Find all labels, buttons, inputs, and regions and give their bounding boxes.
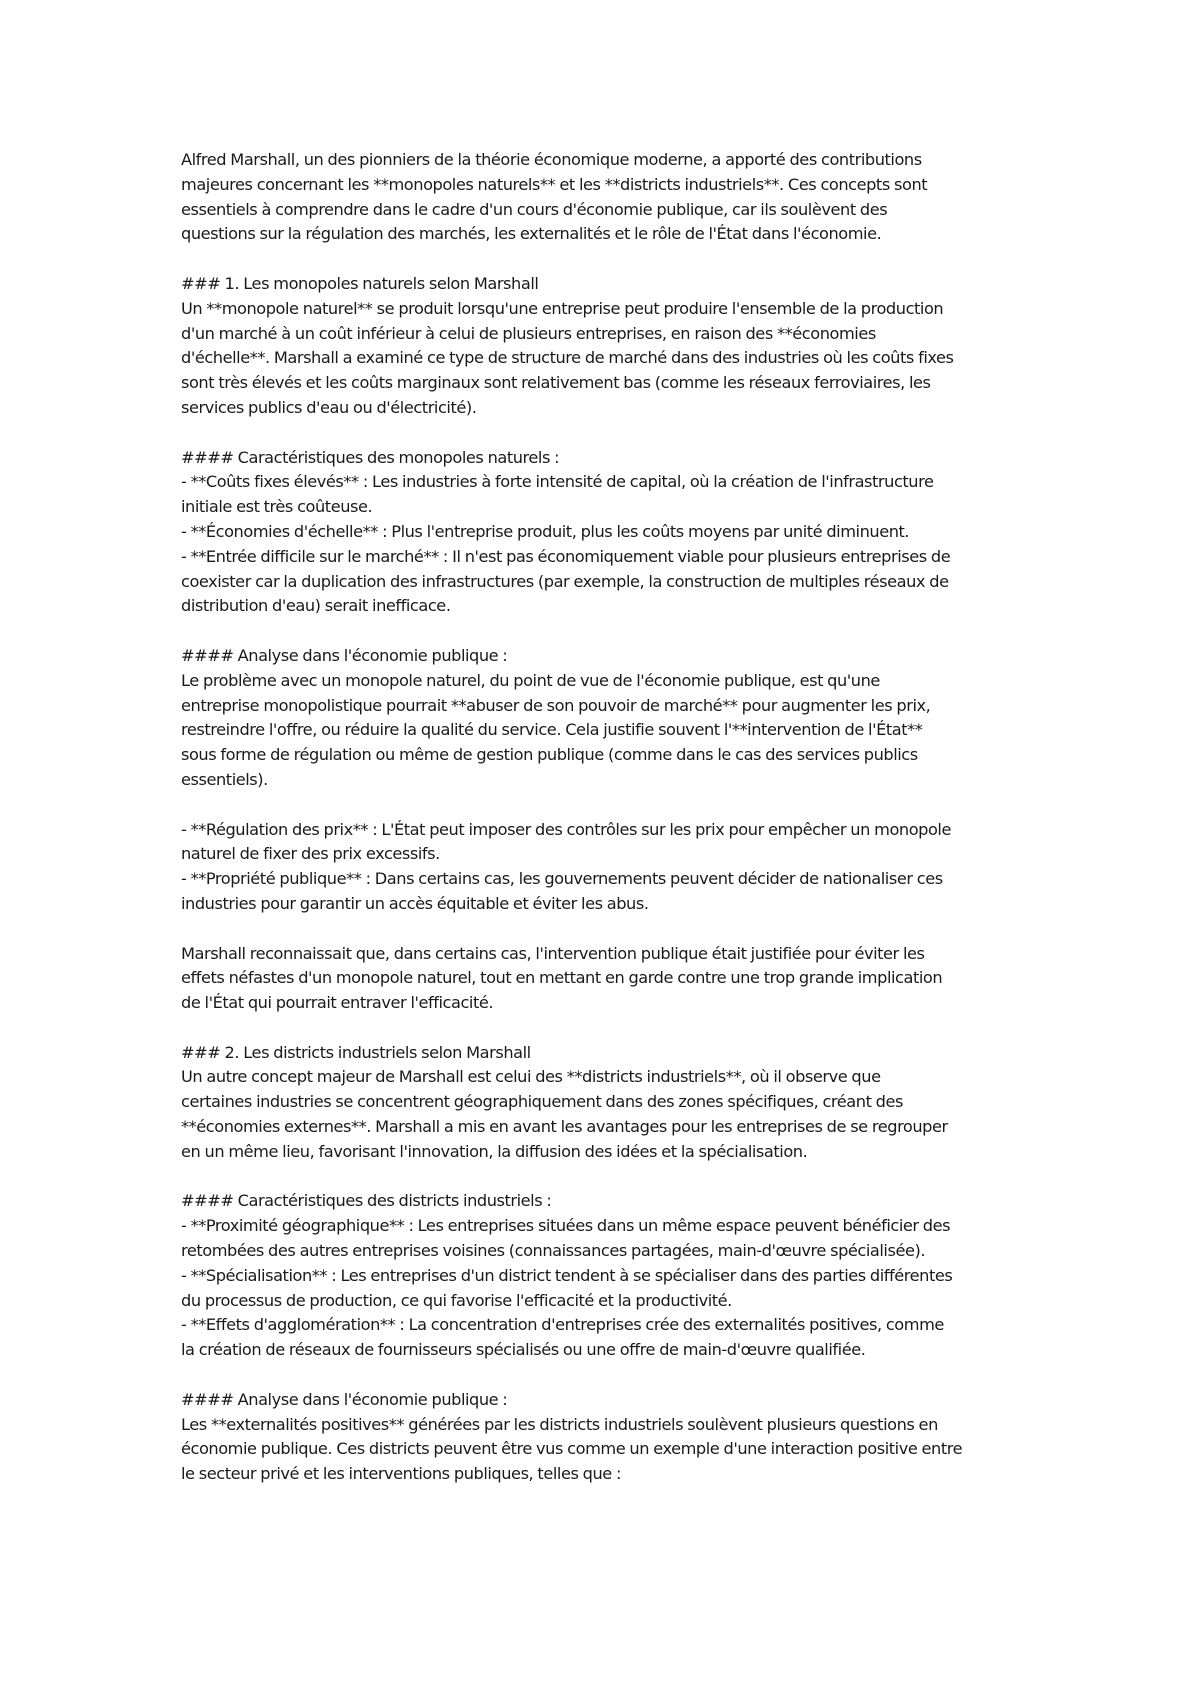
list-item: - **Propriété publique** : Dans certains cas, les gouvernements peuvent décider de nationaliser ces bbox=[181, 869, 943, 889]
text-line: le secteur privé et les interventions publiques, telles que : bbox=[181, 1464, 621, 1484]
public-measures-list bbox=[181, 818, 1041, 917]
text-line: industries pour garantir un accès équitable et éviter les abus. bbox=[181, 893, 649, 913]
characteristics-industrial-districts bbox=[181, 1189, 1041, 1363]
text-line: économie publique. Ces districts peuvent être vus comme un exemple d'une interaction positive entre bbox=[181, 1439, 963, 1459]
section-2-industrial-districts bbox=[181, 1041, 1041, 1165]
text-line: essentiels à comprendre dans le cadre d'un cours d'économie publique, car ils soulèvent des bbox=[181, 199, 888, 219]
text-line: **économies externes**. Marshall a mis en avant les avantages pour les entreprises de se regrouper bbox=[181, 1117, 948, 1137]
text-line: Les **externalités positives** générées par les districts industriels soulèvent plusieurs questions en bbox=[181, 1414, 938, 1434]
analysis-natural-monopolies bbox=[181, 644, 1041, 793]
text-line: questions sur la régulation des marchés, les externalités et le rôle de l'État dans l'économie. bbox=[181, 224, 882, 244]
list-item: - **Spécialisation** : Les entreprises d'un district tendent à se spécialiser dans des parties différentes bbox=[181, 1265, 953, 1285]
conclusion-paragraph bbox=[181, 942, 1041, 1016]
text-line: Alfred Marshall, un des pionniers de la théorie économique moderne, a apporté des contributions bbox=[181, 150, 922, 169]
text-line: majeures concernant les **monopoles naturels** et les **districts industriels**. Ces concepts sont bbox=[181, 174, 928, 194]
subsection-heading: #### Caractéristiques des districts industriels : bbox=[181, 1191, 552, 1211]
section-heading: ### 1. Les monopoles naturels selon Marshall bbox=[181, 273, 539, 293]
text-line: naturel de fixer des prix excessifs. bbox=[181, 844, 440, 864]
text-line: certaines industries se concentrent géographiquement dans des zones spécifiques, créant des bbox=[181, 1092, 903, 1112]
text-line: effets néfastes d'un monopole naturel, tout en mettant en garde contre une trop grande implication bbox=[181, 968, 943, 988]
subsection-heading: #### Caractéristiques des monopoles naturels : bbox=[181, 447, 560, 467]
text-line: initiale est très coûteuse. bbox=[181, 497, 373, 517]
text-line: sont très élevés et les coûts marginaux sont relativement bas (comme les réseaux ferroviaires, les bbox=[181, 373, 931, 393]
text-line: sous forme de régulation ou même de gestion publique (comme dans le cas des services publics bbox=[181, 745, 918, 765]
intro-paragraph bbox=[181, 148, 1041, 247]
list-item: - **Entrée difficile sur le marché** : Il n'est pas économiquement viable pour plusieurs entreprises de bbox=[181, 546, 951, 566]
text-line: de l'État qui pourrait entraver l'efficacité. bbox=[181, 993, 494, 1013]
text-line: Marshall reconnaissait que, dans certains cas, l'intervention publique était justifiée pour éviter les bbox=[181, 943, 925, 963]
text-line: en un même lieu, favorisant l'innovation, la diffusion des idées et la spécialisation. bbox=[181, 1141, 808, 1161]
document-body bbox=[181, 148, 1041, 1512]
text-line: du processus de production, ce qui favorise l'efficacité et la productivité. bbox=[181, 1290, 732, 1310]
text-line: services publics d'eau ou d'électricité). bbox=[181, 397, 477, 417]
text-line: coexister car la duplication des infrastructures (par exemple, la construction de multiples réseaux de bbox=[181, 571, 949, 591]
text-line: restreindre l'offre, ou réduire la qualité du service. Cela justifie souvent l'**intervention de l'État** bbox=[181, 720, 923, 740]
analysis-industrial-districts bbox=[181, 1388, 1041, 1487]
text-line: d'échelle**. Marshall a examiné ce type de structure de marché dans des industries où les coûts fixes bbox=[181, 348, 954, 368]
text-line: essentiels). bbox=[181, 769, 268, 789]
list-item: - **Coûts fixes élevés** : Les industries à forte intensité de capital, où la création de l'infrastructure bbox=[181, 472, 934, 492]
text-line: entreprise monopolistique pourrait **abuser de son pouvoir de marché** pour augmenter les prix, bbox=[181, 695, 931, 715]
text-line: d'un marché à un coût inférieur à celui de plusieurs entreprises, en raison des **économies bbox=[181, 323, 876, 343]
text-line: retombées des autres entreprises voisines (connaissances partagées, main-d'œuvre spécialisée). bbox=[181, 1241, 926, 1261]
text-line: Un autre concept majeur de Marshall est celui des **districts industriels**, où il observe que bbox=[181, 1067, 881, 1087]
subsection-heading: #### Analyse dans l'économie publique : bbox=[181, 645, 508, 665]
list-item: - **Régulation des prix** : L'État peut imposer des contrôles sur les prix pour empêcher un monopole bbox=[181, 819, 951, 839]
list-item: - **Économies d'échelle** : Plus l'entreprise produit, plus les coûts moyens par unité diminuent. bbox=[181, 521, 910, 541]
list-item: - **Effets d'agglomération** : La concentration d'entreprises crée des externalités positives, comme bbox=[181, 1315, 944, 1335]
section-heading: ### 2. Les districts industriels selon Marshall bbox=[181, 1042, 531, 1062]
text-line: Le problème avec un monopole naturel, du point de vue de l'économie publique, est qu'une bbox=[181, 670, 880, 690]
section-1-natural-monopolies bbox=[181, 272, 1041, 421]
characteristics-natural-monopolies bbox=[181, 446, 1041, 620]
text-line: Un **monopole naturel** se produit lorsqu'une entreprise peut produire l'ensemble de la production bbox=[181, 298, 944, 318]
subsection-heading: #### Analyse dans l'économie publique : bbox=[181, 1389, 508, 1409]
list-item: - **Proximité géographique** : Les entreprises situées dans un même espace peuvent bénéficier des bbox=[181, 1216, 951, 1236]
text-line: la création de réseaux de fournisseurs spécialisés ou une offre de main-d'œuvre qualifiée. bbox=[181, 1340, 866, 1360]
text-line: distribution d'eau) serait inefficace. bbox=[181, 596, 451, 616]
